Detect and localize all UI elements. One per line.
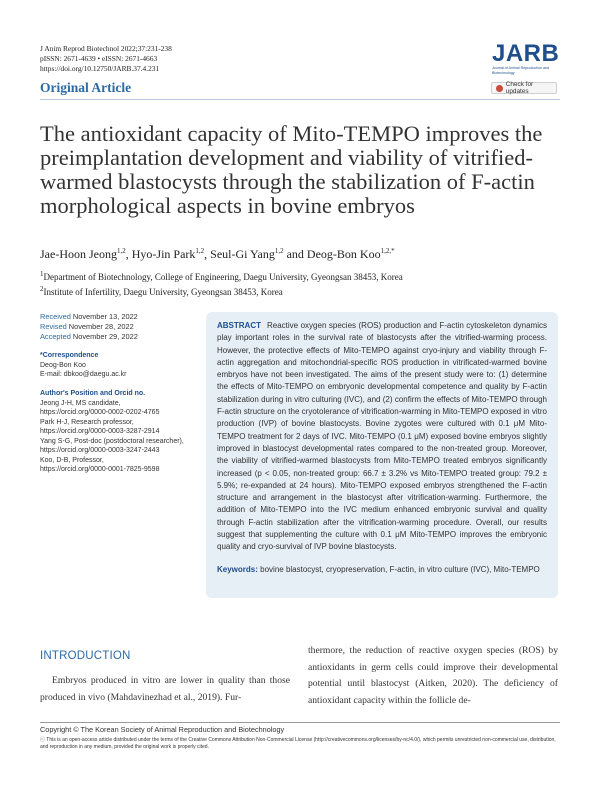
author-separator: and (283, 247, 307, 261)
affiliation-line (40, 268, 403, 283)
affiliation-sup: 1 (40, 270, 44, 278)
author-affil-sup: 1,2 (116, 247, 126, 255)
revised-label: Revised (40, 322, 67, 331)
author-affil-sup: 1,2,* (380, 247, 395, 255)
abstract-heading: ABSTRACT (217, 321, 261, 330)
keywords (217, 564, 547, 576)
correspondence-name: Deog-Bon Koo (40, 361, 86, 369)
author-affil-sup: 1,2 (274, 247, 284, 255)
journal-citation: J Anim Reprod Biotechnol 2022;37:231-238 (40, 44, 172, 53)
orcid-line: Yang S-G, Post-doc (postdoctoral researcher), (40, 437, 184, 445)
header-divider (40, 99, 560, 100)
correspondence (40, 351, 205, 380)
affiliations (40, 268, 403, 298)
orcid-block (40, 389, 205, 475)
correspondence-heading: *Correspondence (40, 352, 99, 359)
section-label: Original Article (40, 80, 132, 95)
journal-doi-link[interactable]: https://doi.org/10.12750/JARB.37.4.231 (40, 64, 160, 73)
license-text: ⓒ This is an open-access article distributed under the terms of the Creative Commons Attribution Non-Commercial License (http://creativecommons.org/licenses/by-nc/4.0/), which permits unrestricted non-commercial use, distribution, and reproduction in any medium, provided the original work is properly cited. (40, 737, 556, 750)
orcid-line: Jeong J-H, MS candidate, (40, 399, 121, 407)
introduction-col1: Embryos produced in vitro are lower in quality than those produced in vivo (Mahdavinezhad et al., 2019). Fur- (40, 675, 290, 703)
copyright: Copyright © The Korean Society of Animal Reproduction and Biotechnology (40, 725, 285, 734)
check-updates-button[interactable] (491, 82, 557, 94)
author-name: Seul-Gi Yang (210, 247, 275, 261)
author-name: Hyo-Jin Park (131, 247, 196, 261)
received-value: November 13, 2022 (72, 312, 138, 321)
journal-logo-subtitle: Journal of Animal Reproduction and Biotechnology (492, 66, 549, 75)
author-affil-sup: 1,2 (195, 247, 205, 255)
accepted-value: November 29, 2022 (72, 332, 138, 341)
journal-info (40, 44, 172, 74)
introduction-col2: thermore, the reduction of reactive oxygen species (ROS) by antioxidants in germ cells could improve their developmental potential until blastocyst (Aitken, 2020). The deficiency of antioxidant capacity within the follicle de- (308, 645, 558, 706)
abstract-text: Reactive oxygen species (ROS) production and F-actin cytoskeleton dynamics play important roles in the survival rate of blastocysts after the vitrified-warming process. However, the protective effects of Mito-TEMPO against cryo-injury and viability through F-actin aggregation and mitochondrial-specific ROS production in vitrificated-warmed bovine embryos have not been investigated. The aims of the present study were to: (1) determine the effects of Mito-TEMPO on embryonic developmental competence and quality by F-actin stabilization during in vitro culturing (IVC), and (2) confirm the effects of Mito-TEMPO through F-actin structure on the cryotolerance of vitrification-warming in Mito-TEMPO exposed in vitro production (IVP) of bovine blastocysts. Bovine zygotes were cultured with 0.1 μM Mito-TEMPO treatment for 2 days of IVC. Mito-TEMPO (0.1 μM) exposed bovine embryos slightly improved in blastocyst developmental rates compared to the non-treated group. Moreover, the viability of vitrified-warmed blastocysts from Mito-TEMPO treated embryos significantly increased (p < 0.05, non-treated group: 66.7 ± 3.2% vs Mito-TEMPO treated group: 79.2 ± 5.9%; re-expanded at 24 hours). Mito-TEMPO exposed embryos strengthened the F-actin structure and arrangement in the blastocyst after vitrification-warming. Furthermore, the addition of Mito-TEMPO into the IVC medium enhanced embryonic survival and quality through F-actin stabilization after the vitrification-warming procedure. Overall, our results suggest that supplementing the culture with 0.1 μM Mito-TEMPO improves the embryonic quality and cryo-survival of IVP bovine blastocysts. (217, 321, 547, 552)
journal-issn: pISSN: 2671-4639 • eISSN: 2671-4663 (40, 54, 158, 63)
accepted-label: Accepted (40, 332, 71, 341)
orcid-heading: Author's Position and Orcid no. (40, 390, 146, 397)
affiliation-sup: 2 (40, 285, 44, 293)
check-updates-label: Check for updates (505, 81, 534, 95)
orcid-line: Koo, D-B, Professor, (40, 456, 104, 464)
affiliation-line (40, 283, 403, 298)
affiliation-text: Institute of Infertility, Daegu University, Gyeongsan 38453, Korea (43, 287, 283, 297)
abstract-body (217, 320, 547, 554)
author-name: Deog-Bon Koo (306, 247, 381, 261)
revised-date (40, 322, 200, 332)
check-updates-icon (496, 85, 503, 92)
keywords-text: bovine blastocyst, cryopreservation, F-actin, in vitro culture (IVC), Mito-TEMPO (260, 564, 540, 574)
abstract-box (206, 312, 558, 598)
accepted-date (40, 332, 200, 342)
article-title: The antioxidant capacity of Mito-TEMPO improves the preimplantation development and viability of vitrified-warmed blastocysts through the stabilization of F-actin morphological aspects in bovine embryos (40, 121, 543, 218)
orcid-link[interactable]: https://orcid.org/0000-0003-3287-2914 (40, 428, 160, 435)
revised-value: November 28, 2022 (68, 322, 134, 331)
orcid-link[interactable]: https://orcid.org/0000-0001-7825-9598 (40, 466, 160, 473)
journal-logo (492, 42, 558, 76)
orcid-link[interactable]: https://orcid.org/0000-0002-0202-4765 (40, 409, 160, 416)
orcid-link[interactable]: https://orcid.org/0000-0003-3247-2443 (40, 447, 160, 454)
affiliation-text: Department of Biotechnology, College of Engineering, Daegu University, Gyeongsan 38453, Korea (43, 272, 403, 282)
orcid-line: Park H-J, Research professor, (40, 418, 134, 426)
author-separator: , (125, 247, 132, 261)
author-name: Jae-Hoon Jeong (40, 247, 117, 261)
correspondence-email[interactable]: E-mail: dbkoo@daegu.ac.kr (40, 371, 127, 378)
introduction-heading: INTRODUCTION (40, 650, 131, 662)
received-label: Received (40, 312, 71, 321)
author-separator: , (204, 247, 211, 261)
journal-logo-text: JARB (492, 40, 560, 67)
received-date (40, 312, 200, 322)
article-dates (40, 312, 200, 342)
author-list (40, 247, 395, 262)
keywords-label: Keywords: (217, 564, 258, 574)
footer-divider (40, 722, 560, 723)
